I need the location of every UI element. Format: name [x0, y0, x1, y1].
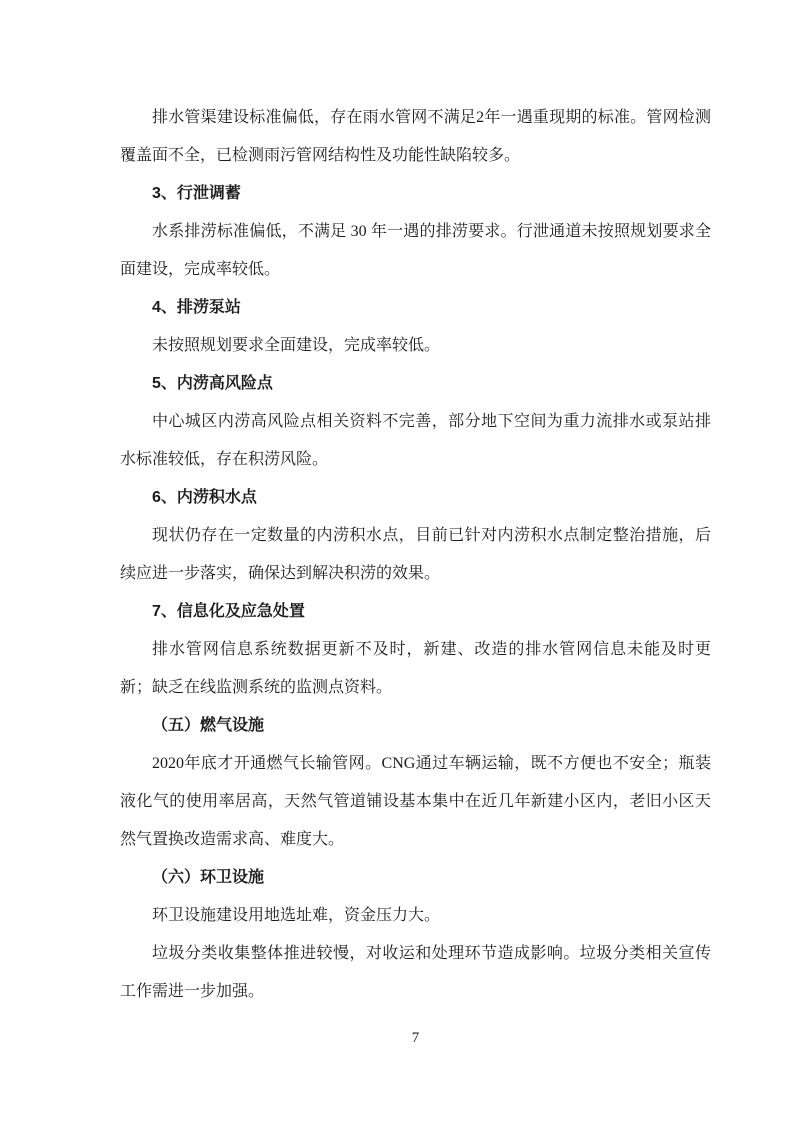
paragraph: 排水管渠建设标准偏低，存在雨水管网不满足2年一遇重现期的标准。管网检测覆盖面不全，已检测雨污管网结构性及功能性缺陷较多。 — [120, 109, 711, 164]
section-heading: 7、信息化及应急处置 — [152, 603, 305, 620]
paragraph: 中心城区内涝高风险点相关资料不完善，部分地下空间为重力流排水或泵站排水标准较低，存在积涝风险。 — [120, 413, 711, 468]
section-heading: （六）环卫设施 — [152, 869, 265, 886]
section-heading: 6、内涝积水点 — [152, 489, 257, 506]
paragraph: 2020年底才开通燃气长输管网。CNG通过车辆运输，既不方便也不安全；瓶装液化气的使用率居高，天然气管道铺设基本集中在近几年新建小区内，老旧小区天然气置换改造需求高、难度大。 — [120, 755, 711, 848]
paragraph: 环卫设施建设用地选址难，资金压力大。 — [152, 907, 441, 924]
section-heading: （五）燃气设施 — [152, 717, 265, 734]
paragraph: 现状仍存在一定数量的内涝积水点，目前已针对内涝积水点制定整治措施，后续应进一步落实，确保达到解决积涝的效果。 — [120, 527, 711, 582]
paragraph: 排水管网信息系统数据更新不及时，新建、改造的排水管网信息未能及时更新；缺乏在线监测系统的监测点资料。 — [120, 641, 711, 696]
paragraph: 水系排涝标准偏低，不满足 30 年一遇的排涝要求。行泄通道未按照规划要求全面建设，完成率较低。 — [120, 223, 711, 278]
paragraph: 未按照规划要求全面建设，完成率较低。 — [152, 337, 441, 354]
page-number: 7 — [411, 1030, 420, 1046]
paragraph: 垃圾分类收集整体推进较慢，对收运和处理环节造成影响。垃圾分类相关宣传工作需进一步加强。 — [120, 945, 711, 1000]
section-heading: 4、排涝泵站 — [152, 299, 241, 316]
document-body — [120, 99, 711, 1011]
section-heading: 3、行泄调蓄 — [152, 185, 241, 202]
section-heading: 5、内涝高风险点 — [152, 375, 273, 392]
